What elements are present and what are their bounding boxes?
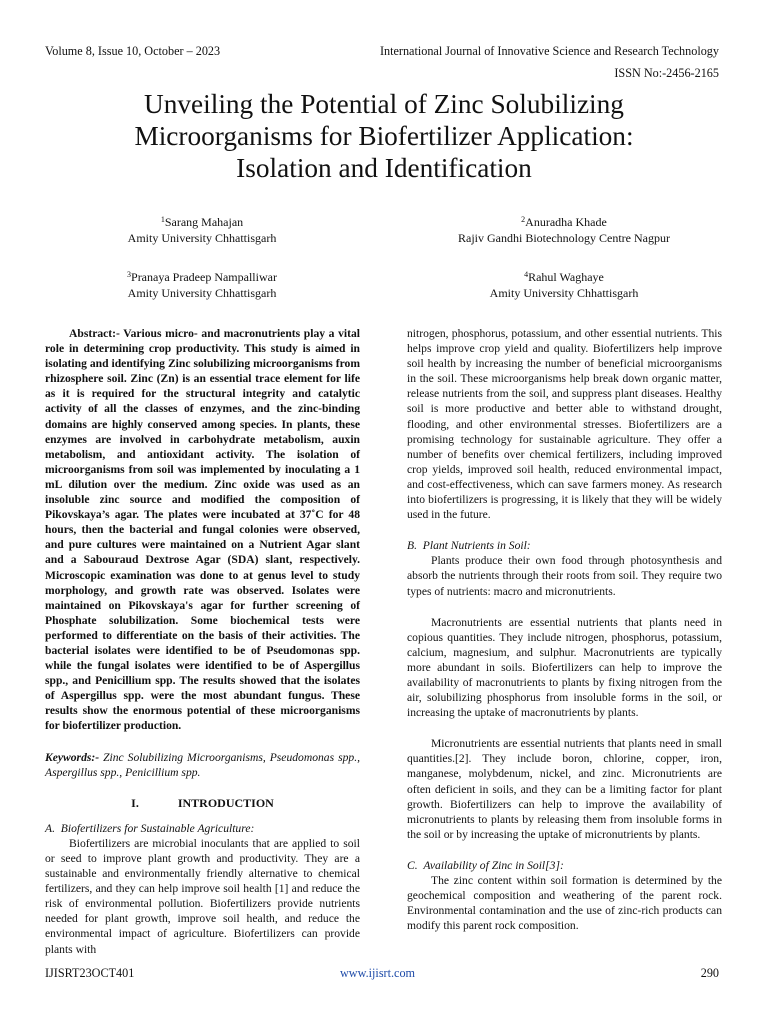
author-superscript: 4 [524, 270, 529, 279]
keywords-label: Keywords:- [45, 750, 100, 764]
abstract-paragraph: Abstract:- Various micro- and macronutrients play a vital role in determining crop productivity. This study is aimed in isolating and identifying Zinc solubilizing microorganisms from rhizosphere soil. Zinc (Zn) is an essential trace element for life as it is required for the structural integrity and catalytic activity of all the classes of enzymes, and the zinc-binding domains are highly conserved among species. In plants, these enzymes are involved in carbohydrate metabolism, auxin metabolism, and antioxidant activity. The isolation of microorganisms from soil was implemented by inoculating a 1 mL dilution over the medium. Zinc oxide was used as an insoluble zinc source and modified the composition of Pikovskaya’s agar. The plates were incubated at 37˚C for 48 hours, then the bacterial and fungal colonies were observed, and pure cultures were maintained on a Nutrient Agar slant and a Sabouraud Dextrose Agar (SDA) slant, respectively. Microscopic examination was done to at genus level to study morphology, and growth rate was observed. Isolates were maintained on Pikovskaya's agar for further screening of Phosphate solubilization. Some biochemical tests were performed to differentiate on the basis of their activities. The bacterial isolates were identified to be of Pseudomonas spp. while the fungal isolates were identified to be of Aspergillus spp., and Penicillium spp. The results showed that the isolates of Aspergillus spp. were the most abundant fungus. These results show the enormous potential of these microorganisms for biofertilizer production. [45, 327, 360, 733]
author-superscript: 1 [160, 215, 165, 224]
subsection-heading-a: A. Biofertilizers for Sustainable Agriculture: [45, 821, 255, 835]
keywords-paragraph [45, 750, 360, 780]
author-name: Sarang Mahajan [164, 215, 244, 229]
author-affiliation: Amity University Chhattisgarh [489, 286, 639, 300]
body-paragraph: nitrogen, phosphorus, potassium, and other essential nutrients. This helps improve crop yield and quality. Biofertilizers help improve soil health by increasing the number of beneficial microorganisms in the soil. These microorganisms help break down organic matter, release nutrients from the soil, and suppress plant diseases. Healthy soil is more productive and better able to withstand drought, flooding, and other environmental stresses. Biofertilizers are a promising technology for sustainable agriculture. They offer a number of benefits over chemical fertilizers, including improved crop yields, improved soil health, reduced environmental impact, and cost-effectiveness, which can save farmers money. As research into biofertilizers is progressing, it is likely that they will be widely used in the future. [407, 327, 722, 522]
author-4 [414, 269, 714, 301]
body-paragraph: Micronutrients are essential nutrients that plants need in small quantities.[2]. They include boron, chlorine, copper, iron, manganese, molybdenum, nickel, and zinc. Micronutrients are often deficient in soils, and they can be a limiting factor for plant growth. Biofertilizers can help to improve the availability of micronutrients to plants by releasing them from insoluble forms in the soil or by increasing the uptake of micronutrients by plants. [407, 737, 722, 841]
author-affiliation: Amity University Chhattisgarh [127, 286, 277, 300]
title-line: Microorganisms for Biofertilizer Application: [134, 121, 634, 151]
journal-name-header: International Journal of Innovative Science and Research Technology [379, 44, 719, 58]
author-affiliation: Rajiv Gandhi Biotechnology Centre Nagpur [458, 231, 670, 245]
author-affiliation: Amity University Chhattisgarh [127, 231, 277, 245]
keywords-text: Zinc Solubilizing Microorganisms, Pseudomonas spp., Aspergillus spp., Penicillium spp. [45, 750, 360, 779]
author-name: Rahul Waghaye [528, 270, 604, 284]
author-superscript: 3 [127, 270, 132, 279]
author-3 [52, 269, 352, 301]
author-2 [414, 214, 714, 246]
subsection-heading-c: C. Availability of Zinc in Soil[3]: [407, 858, 564, 872]
issn-header: ISSN No:-2456-2165 [614, 66, 719, 80]
author-1 [52, 214, 352, 246]
paper-id-footer: IJISRT23OCT401 [45, 966, 135, 980]
author-name: Anuradha Khade [525, 215, 607, 229]
body-paragraph: The zinc content within soil formation is determined by the geochemical composition and weathering of the parent rock. Environmental contamination and the use of zinc-rich products can modify this parent rock composition. [407, 874, 722, 933]
journal-website-link[interactable]: www.ijisrt.com [340, 966, 416, 980]
author-superscript: 2 [521, 215, 526, 224]
body-paragraph: Plants produce their own food through photosynthesis and absorb the nutrients through their roots from soil. They require two types of nutrients: macro and micronutrients. [407, 554, 722, 598]
body-paragraph: Biofertilizers are microbial inoculants that are applied to soil or seed to improve plant growth and productivity. They are a sustainable and environmentally friendly alternative to chemical fertilizers, and they can help improve soil health [1] and reduce the risk of environmental pollution. Biofertilizers provide nutrients needed for plant growth, improve soil health, and reduce the environmental impact of agriculture. Biofertilizers can provide plants with [45, 836, 360, 956]
journal-volume-header: Volume 8, Issue 10, October – 2023 [45, 44, 221, 58]
right-column [407, 326, 722, 933]
page-number: 290 [700, 966, 719, 980]
title-line: Isolation and Identification [236, 153, 532, 183]
section-heading-introduction: I. INTRODUCTION [131, 795, 274, 810]
subsection-heading-b: B. Plant Nutrients in Soil: [407, 539, 531, 553]
paper-title [60, 88, 708, 184]
author-name: Pranaya Pradeep Nampalliwar [131, 270, 277, 284]
title-line: Unveiling the Potential of Zinc Solubilizing [144, 89, 624, 119]
left-column [45, 326, 360, 957]
body-paragraph: Macronutrients are essential nutrients that plants need in copious quantities. They include nitrogen, phosphorus, potassium, calcium, magnesium, and sulphur. Macronutrients are typically more abundant in soils. Biofertilizers can help to improve the availability of macronutrients to plants by fixing nitrogen from the air, solubilizing phosphorus from insoluble forms in the soil, or increasing the uptake of macronutrients by plants. [407, 615, 722, 720]
